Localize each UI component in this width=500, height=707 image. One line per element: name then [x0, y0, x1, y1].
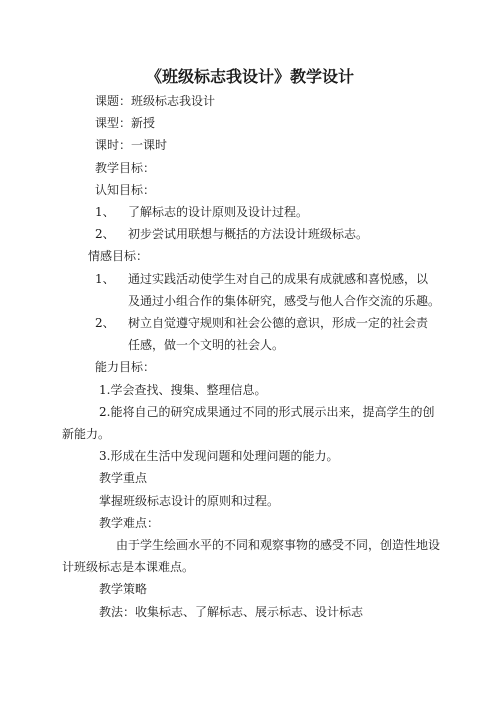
- emotion-item-2-line1: 树立自觉遵守规则和社会公德的意识，形成一定的社会责: [128, 316, 429, 330]
- cognitive-item-2-number: 2、: [95, 227, 115, 242]
- cognitive-item-1-number: 1、: [95, 205, 115, 219]
- type-line: 课型：新授: [95, 116, 156, 131]
- emotion-heading: 情感目标：: [88, 249, 149, 264]
- emotion-item-2-number: 2、: [95, 316, 115, 330]
- goals-heading: 教学目标：: [95, 160, 156, 175]
- key-point-heading: 教学重点: [99, 471, 148, 486]
- emotion-item-1-line1: 通过实践活动使学生对自己的成果有成就感和喜悦感，以: [128, 271, 429, 286]
- emotion-item-1-line2: 及通过小组合作的集体研究，感受与他人合作交流的乐趣。: [128, 293, 441, 308]
- difficulty-line-1: 由于学生绘画水平的不同和观察事物的感受不同，创造性地设: [116, 538, 441, 552]
- strategy-heading: 教学策略: [99, 582, 148, 597]
- emotion-item-1-number: 1、: [95, 271, 115, 286]
- strategy-text: 教法：收集标志、了解标志、展示标志、设计标志: [99, 604, 364, 619]
- difficulty-line-2: 计班级标志是本课难点。: [62, 560, 195, 575]
- ability-item-1: 1.学会查找、搜集、整理信息。: [99, 382, 267, 397]
- cognitive-item-2-text: 初步尝试用联想与概括的方法设计班级标志。: [128, 227, 369, 242]
- key-point-text: 掌握班级标志设计的原则和过程。: [99, 493, 280, 508]
- difficulty-heading: 教学难点：: [99, 515, 160, 530]
- ability-item-3: 3.形成在生活中发现问题和处理问题的能力。: [99, 449, 339, 464]
- hours-line: 课时：一课时: [95, 138, 168, 153]
- document-title: 《班级标志我设计》教学设计: [145, 67, 354, 86]
- emotion-item-2-line2: 任感，做一个文明的社会人。: [128, 338, 285, 353]
- ability-item-2-continuation: 新能力。: [62, 427, 111, 441]
- ability-item-2: 2.能将自己的研究成果通过不同的形式展示出来，提高学生的创: [99, 404, 435, 419]
- ability-heading: 能力目标：: [95, 360, 156, 375]
- cognitive-heading: 认知目标：: [95, 182, 156, 197]
- cognitive-item-1-text: 了解标志的设计原则及设计过程。: [128, 205, 309, 219]
- topic-line: 课题：班级标志我设计: [95, 94, 216, 108]
